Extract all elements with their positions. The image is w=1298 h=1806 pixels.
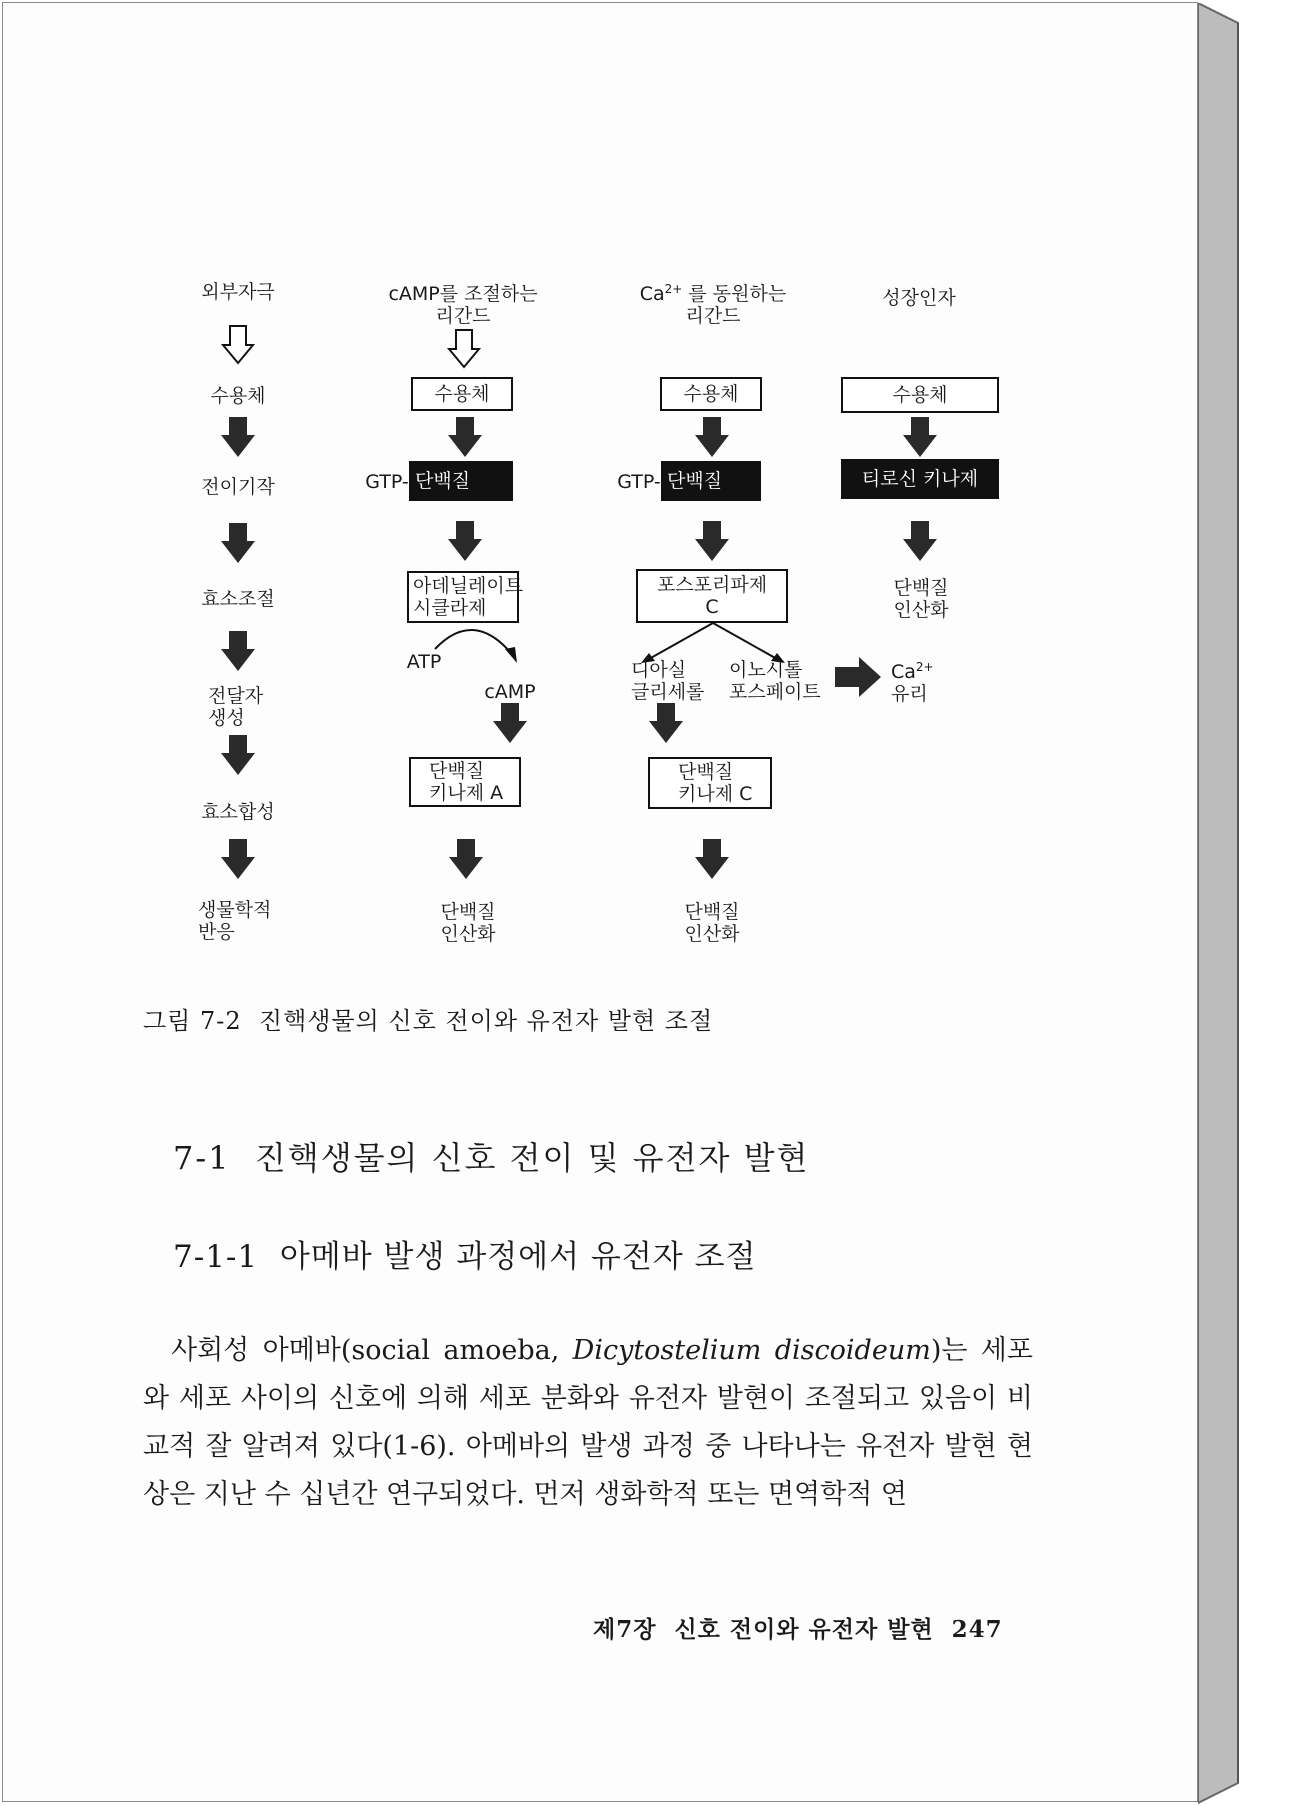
- col3-ca-prefix: Ca: [891, 661, 916, 683]
- col4-tyrosine-kinase-box: 티로신 키나제: [841, 459, 999, 499]
- col3-plc-box: 포스포리파제 C: [636, 569, 788, 623]
- signal-transduction-diagram: [3, 3, 1199, 983]
- col1-top-label: 외부자극: [201, 281, 275, 303]
- down-arrow-icon: [493, 703, 527, 743]
- col3-top-suffix: 를 동원하는 리간드: [685, 283, 787, 327]
- col1-step-receptor: 수용체: [210, 385, 266, 407]
- col3-result-label: 단백질 인산화: [684, 901, 740, 945]
- down-arrow-icon: [448, 521, 482, 561]
- col1-step-enzyme-regulation: 효소조절: [201, 588, 275, 610]
- col2-camp-label: cAMP: [484, 681, 536, 703]
- col3-top-prefix: Ca: [639, 283, 665, 305]
- section-heading: 7-1 진핵생물의 신호 전이 및 유전자 발현: [173, 1139, 810, 1177]
- col2-result-label: 단백질 인산화: [440, 901, 496, 945]
- down-arrow-icon: [903, 417, 937, 457]
- body-paragraph: [143, 1327, 1033, 1519]
- down-arrow-icon: [221, 631, 255, 671]
- col1-step-enzyme-synthesis: 효소합성: [201, 801, 275, 823]
- col4-receptor-box: 수용체: [841, 377, 999, 413]
- species-name: Dicytostelium discoideum: [572, 1335, 931, 1366]
- page-edge-shadow: [1198, 3, 1298, 1805]
- col2-gprotein-box: 단백질: [409, 461, 513, 501]
- subsection-heading: 7-1-1 아메바 발생 과정에서 유전자 조절: [173, 1239, 757, 1275]
- col2-kinase-a-box: 단백질 키나제 A: [409, 757, 521, 807]
- col3-receptor-box: 수용체: [660, 377, 762, 411]
- paragraph-text-rest: )는 세포와 세포 사이의 신호에 의해 세포 분화와 유전자 발현이 조절되고 있음이 비교적 잘 알려져 있다(1-6). 아메바의 발생 과정 중 나타나는 유전자 발현 현상은 지난 수 십년간 연구되었다. 먼저 생화학적 또는 면역학적 연: [143, 1335, 1033, 1510]
- down-arrow-icon: [221, 523, 255, 563]
- col4-top-label: 성장인자: [882, 287, 956, 309]
- col1-step-transfer: 전이기작: [201, 476, 275, 498]
- col3-kinase-c-box: 단백질 키나제 C: [648, 757, 772, 809]
- col3-ca-release-label: [891, 661, 951, 705]
- col3-gtp-label: GTP-: [617, 471, 661, 493]
- down-arrow-icon: [221, 417, 255, 457]
- paragraph-text-start: 사회성 아메바(social amoeba,: [171, 1335, 573, 1366]
- col2-receptor-box: 수용체: [411, 377, 513, 411]
- figure-caption: 그림 7-2 진핵생물의 신호 전이와 유전자 발현 조절: [143, 1007, 714, 1035]
- down-arrow-icon: [695, 839, 729, 879]
- hollow-arrow-icon: [447, 329, 481, 369]
- col2-gtp-label: GTP-: [365, 471, 409, 493]
- col4-result-label: 단백질 인산화: [893, 577, 949, 621]
- col3-ca-suffix: 유리: [891, 683, 928, 705]
- page-footer: 제7장 신호 전이와 유전자 발현 247: [593, 1616, 1003, 1643]
- hollow-arrow-icon: [221, 325, 255, 365]
- col1-step-messenger: 전달자 생성: [208, 685, 264, 729]
- col3-ca-sup: 2+: [915, 660, 934, 674]
- down-arrow-icon: [448, 417, 482, 457]
- down-arrow-icon: [695, 521, 729, 561]
- book-page: [2, 2, 1198, 1802]
- col2-cyclase-box: 아데닐레이트 시클라제: [407, 571, 519, 623]
- down-arrow-icon: [695, 417, 729, 457]
- down-arrow-icon: [221, 839, 255, 879]
- col3-top-label: [623, 283, 803, 327]
- down-arrow-icon: [449, 839, 483, 879]
- col1-step-bio-response: 생물학적 반응: [198, 899, 272, 943]
- down-arrow-icon: [221, 735, 255, 775]
- down-arrow-icon: [649, 703, 683, 743]
- col2-top-label: cAMP를 조절하는 리간드: [388, 283, 538, 327]
- right-arrow-icon: [835, 657, 881, 697]
- col3-top-sup: 2+: [664, 282, 683, 296]
- col3-gprotein-box: 단백질: [661, 461, 761, 501]
- col3-ip3-label: 이노시톨 포스페이트: [729, 659, 821, 703]
- col2-atp-label: ATP: [406, 651, 442, 673]
- col3-dag-label: 디아실 글리세롤: [631, 659, 705, 703]
- down-arrow-icon: [903, 521, 937, 561]
